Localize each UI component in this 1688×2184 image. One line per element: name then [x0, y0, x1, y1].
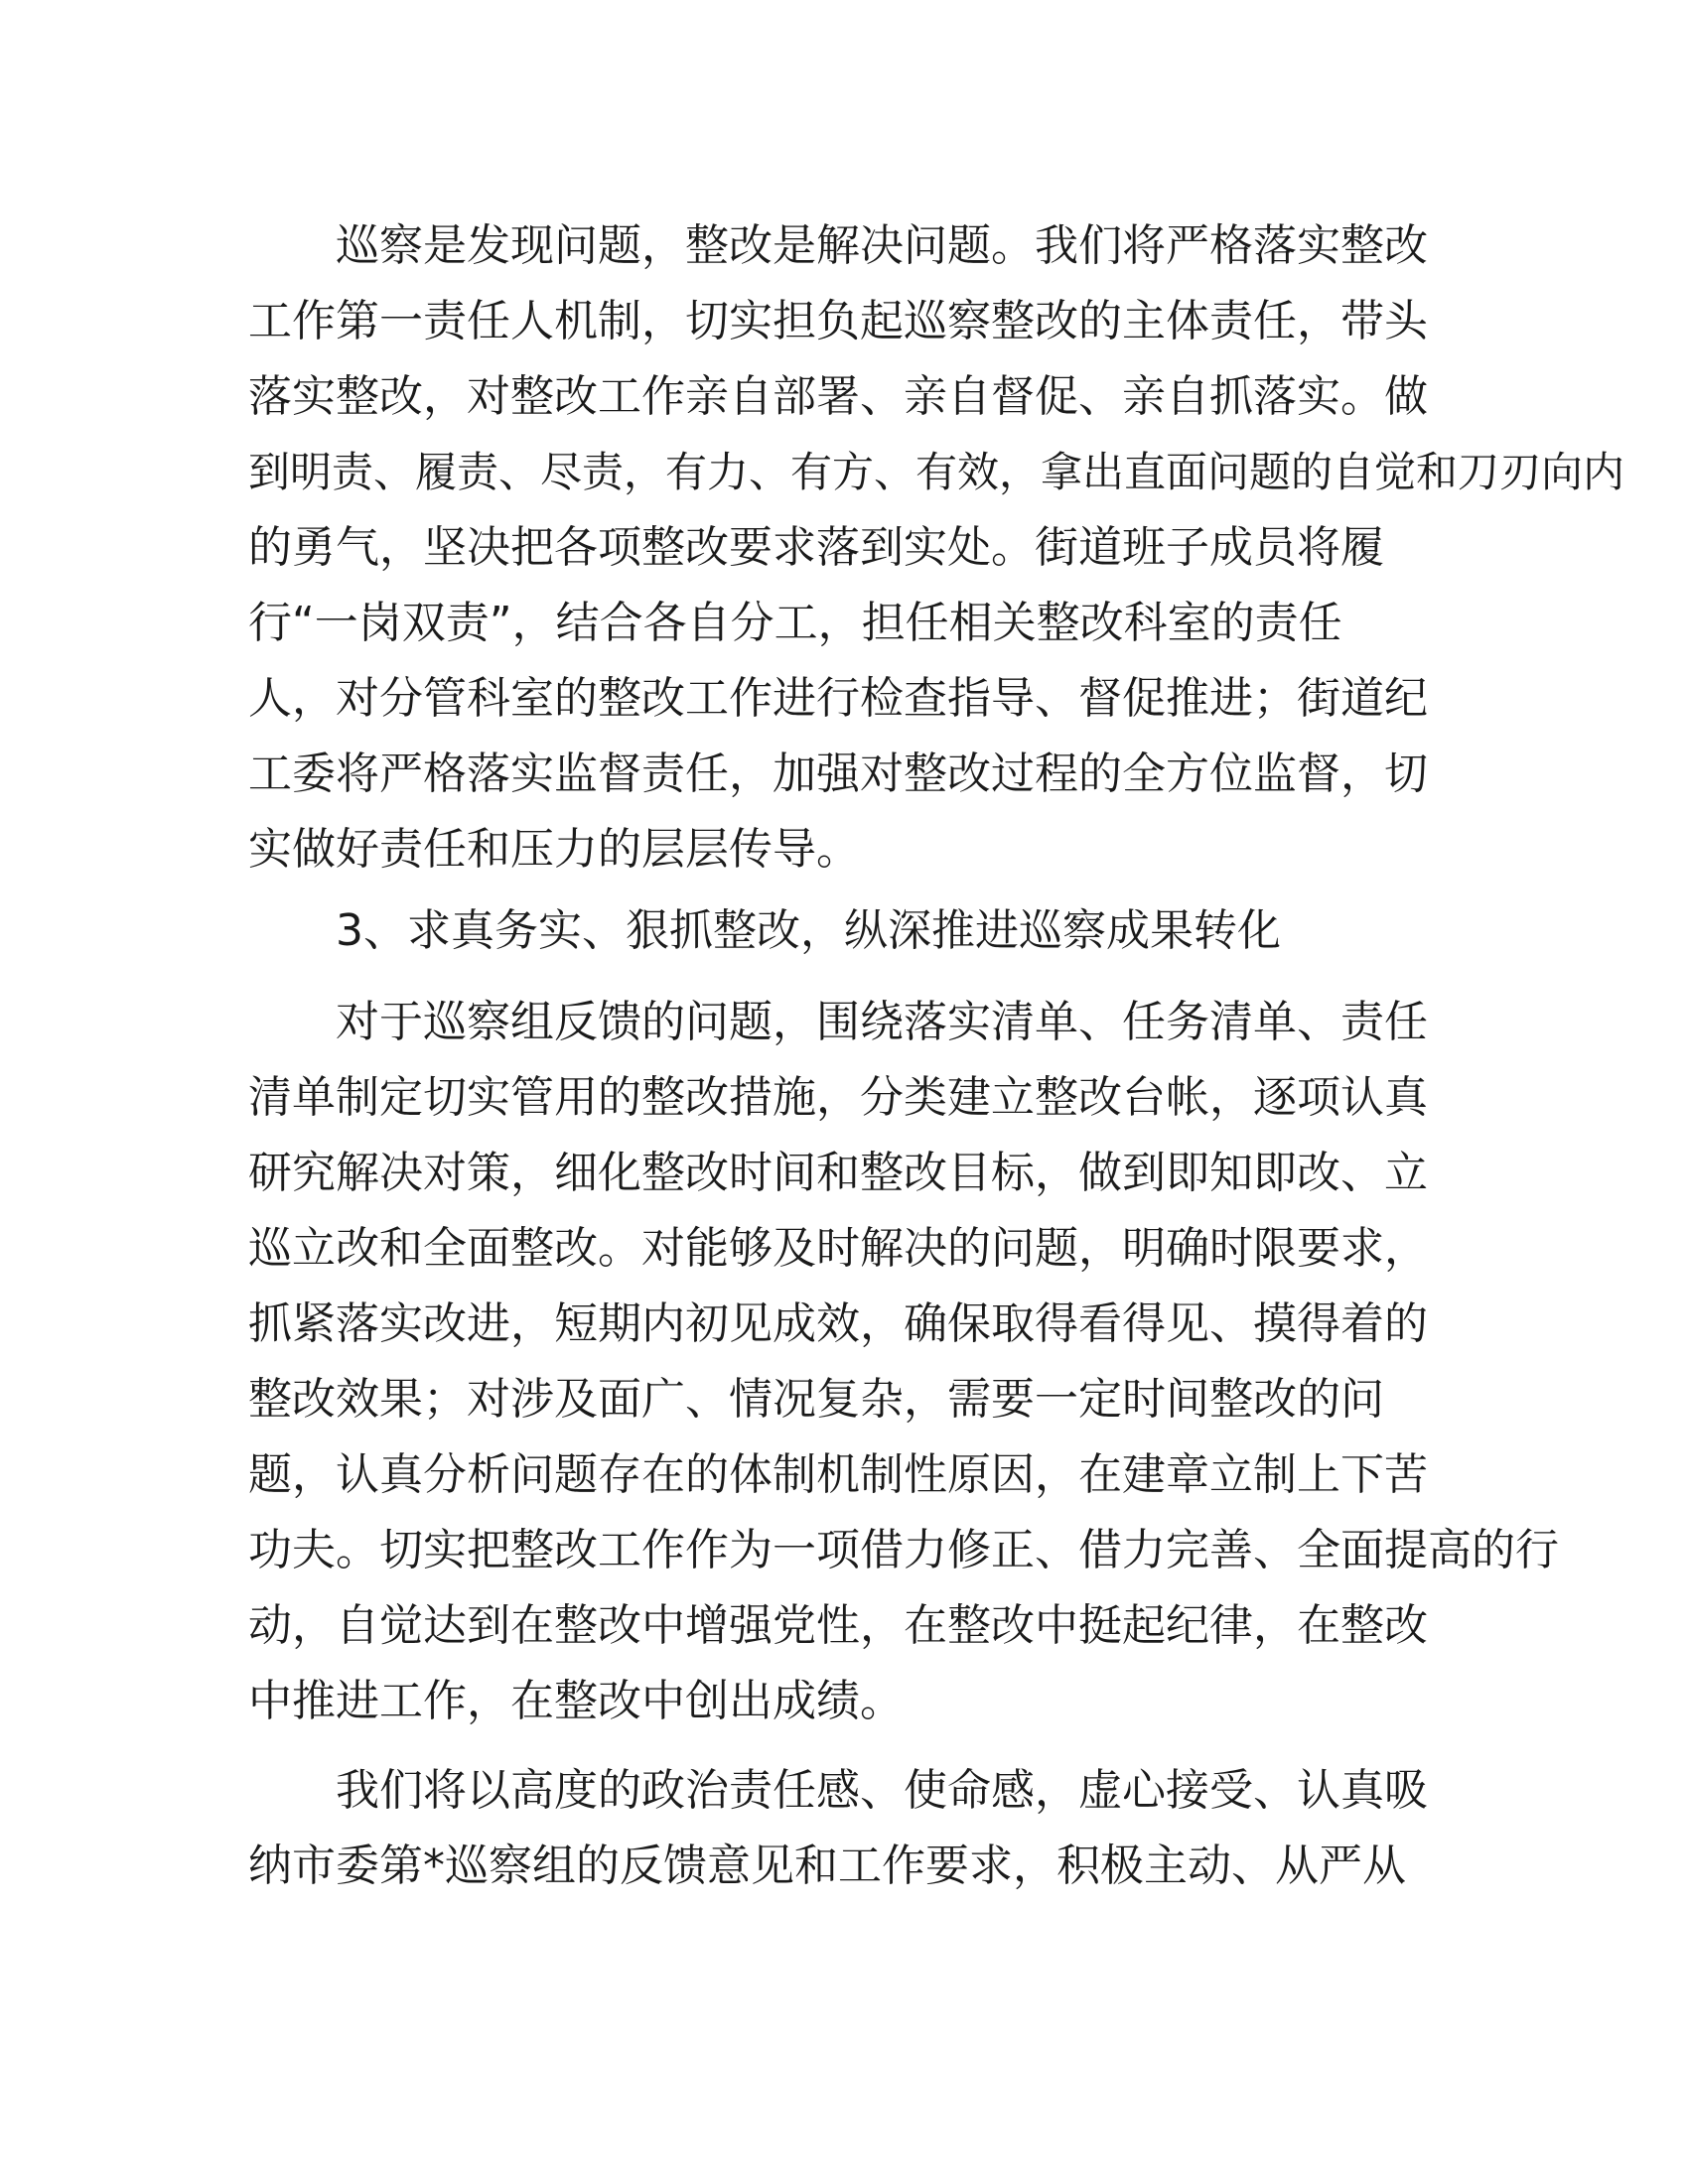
paragraph-1-line-1: 巡察是发现问题，整改是解决问题。我们将严格落实整改 [336, 220, 1428, 271]
paragraph-1-line-8: 工委将严格落实监督责任，加强对整改过程的全方位监督，切 [248, 749, 1428, 799]
paragraph-1-line-5: 的勇气，坚决把各项整改要求落到实处。街道班子成员将履 [248, 522, 1384, 573]
paragraph-1-line-4: 到明责、履责、尽责，有力、有方、有效，拿出直面问题的自觉和刀刃向内 [248, 448, 1625, 496]
section-heading: 3、求真务实、狠抓整改，纵深推进巡察成果转化 [336, 905, 1281, 956]
paragraph-1-line-6: 行“一岗双责”，结合各自分工，担任相关整改科室的责任 [248, 598, 1342, 648]
paragraph-2-line-6: 整改效果；对涉及面广、情况复杂，需要一定时间整改的问 [248, 1374, 1384, 1425]
paragraph-3-line-2: 纳市委第*巡察组的反馈意见和工作要求，积极主动、从严从 [248, 1841, 1406, 1891]
paragraph-2-line-2: 清单制定切实管用的整改措施，分类建立整改台帐，逐项认真 [248, 1072, 1428, 1123]
paragraph-2-line-5: 抓紧落实改进，短期内初见成效，确保取得看得见、摸得着的 [248, 1298, 1428, 1349]
paragraph-1-line-2: 工作第一责任人机制，切实担负起巡察整改的主体责任，带头 [248, 296, 1428, 346]
paragraph-2-line-10: 中推进工作，在整改中创出成绩。 [248, 1676, 904, 1726]
paragraph-1-line-9: 实做好责任和压力的层层传导。 [248, 824, 860, 875]
paragraph-1-line-3: 落实整改，对整改工作亲自部署、亲自督促、亲自抓落实。做 [248, 371, 1428, 422]
paragraph-2-line-4: 巡立改和全面整改。对能够及时解决的问题，明确时限要求， [248, 1223, 1428, 1274]
paragraph-1-line-7: 人，对分管科室的整改工作进行检查指导、督促推进；街道纪 [248, 673, 1428, 724]
paragraph-2-line-7: 题，认真分析问题存在的体制机制性原因，在建章立制上下苦 [248, 1449, 1428, 1500]
paragraph-2-line-8: 功夫。切实把整改工作作为一项借力修正、借力完善、全面提高的行 [248, 1525, 1559, 1575]
paragraph-2-line-1: 对于巡察组反馈的问题，围绕落实清单、任务清单、责任 [336, 997, 1428, 1047]
paragraph-2-line-3: 研究解决对策，细化整改时间和整改目标，做到即知即改、立 [248, 1148, 1428, 1198]
paragraph-3-line-1: 我们将以高度的政治责任感、使命感，虚心接受、认真吸 [336, 1765, 1428, 1816]
paragraph-2-line-9: 动，自觉达到在整改中增强党性，在整改中挺起纪律，在整改 [248, 1600, 1428, 1651]
